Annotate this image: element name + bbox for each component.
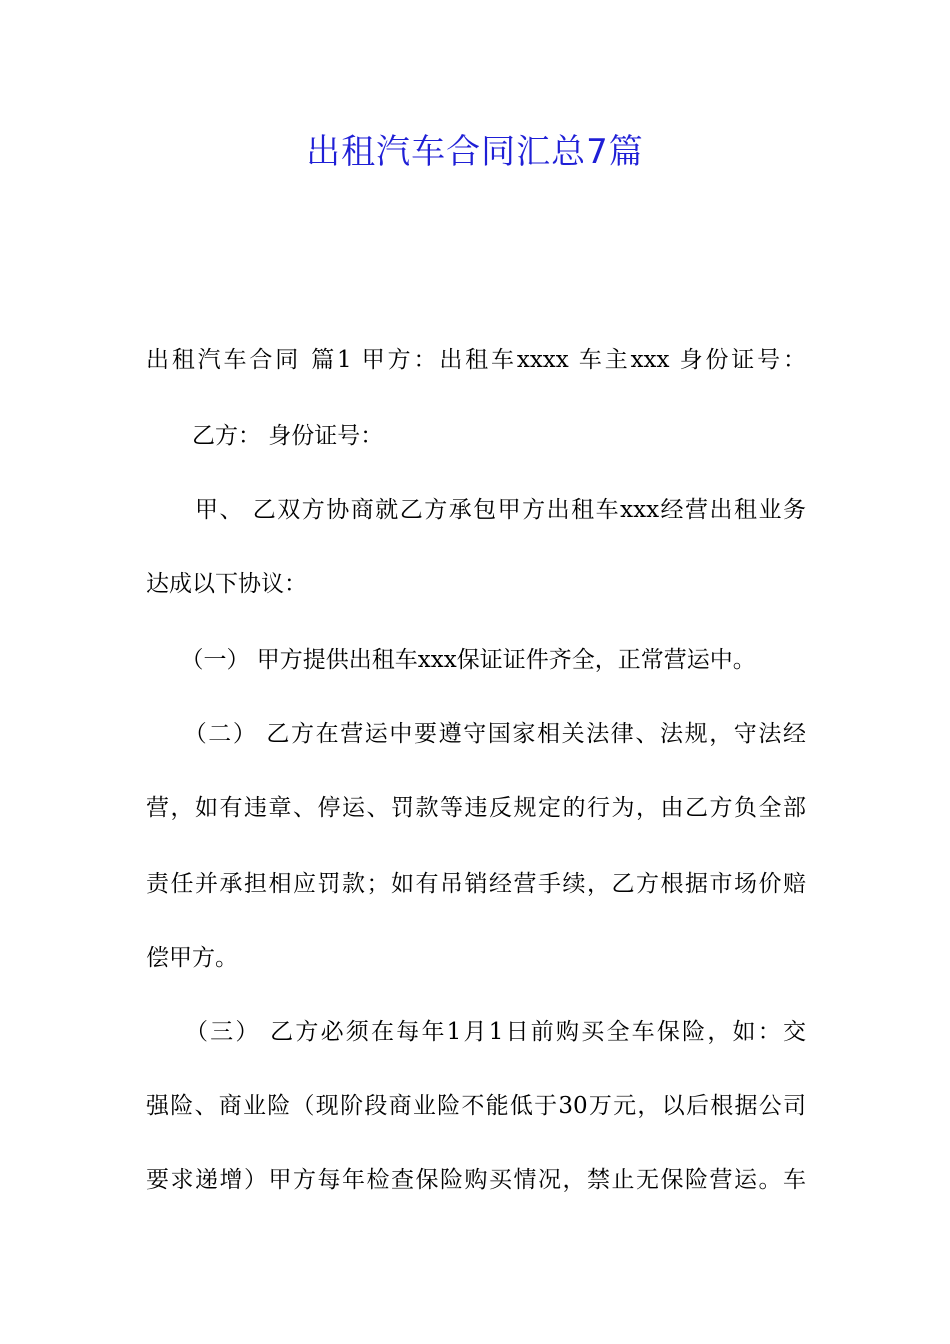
paragraph-line: 偿甲方。 (146, 945, 238, 971)
paragraph-line: 营，如有违章、停运、罚款等违反规定的行为，由乙方负全部 (146, 795, 806, 821)
paragraph-line: （二） 乙方在营运中要遵守国家相关法律、法规，守法经 (146, 721, 806, 747)
paragraph-line: （一） 甲方提供出租车xxx保证证件齐全，正常营运中。 (146, 647, 756, 673)
paragraph-line: 要求递增）甲方每年检查保险购买情况，禁止无保险营运。车 (146, 1167, 806, 1193)
paragraph-line: 出租汽车合同 篇1 甲方：出租车xxxx 车主xxx 身份证号： (146, 347, 806, 373)
paragraph-line: 乙方： 身份证号： (146, 423, 384, 449)
paragraph-line: 达成以下协议： (146, 571, 307, 597)
paragraph-line: 责任并承担相应罚款；如有吊销经营手续，乙方根据市场价赔 (146, 871, 806, 897)
paragraph-line: 强险、商业险（现阶段商业险不能低于30万元，以后根据公司 (146, 1093, 806, 1119)
paragraph-line: 甲、 乙双方协商就乙方承包甲方出租车xxx经营出租业务 (146, 497, 806, 523)
paragraph-line: （三） 乙方必须在每年1月1日前购买全车保险，如：交 (146, 1019, 806, 1045)
document-title: 出租汽车合同汇总7篇 (306, 132, 644, 172)
